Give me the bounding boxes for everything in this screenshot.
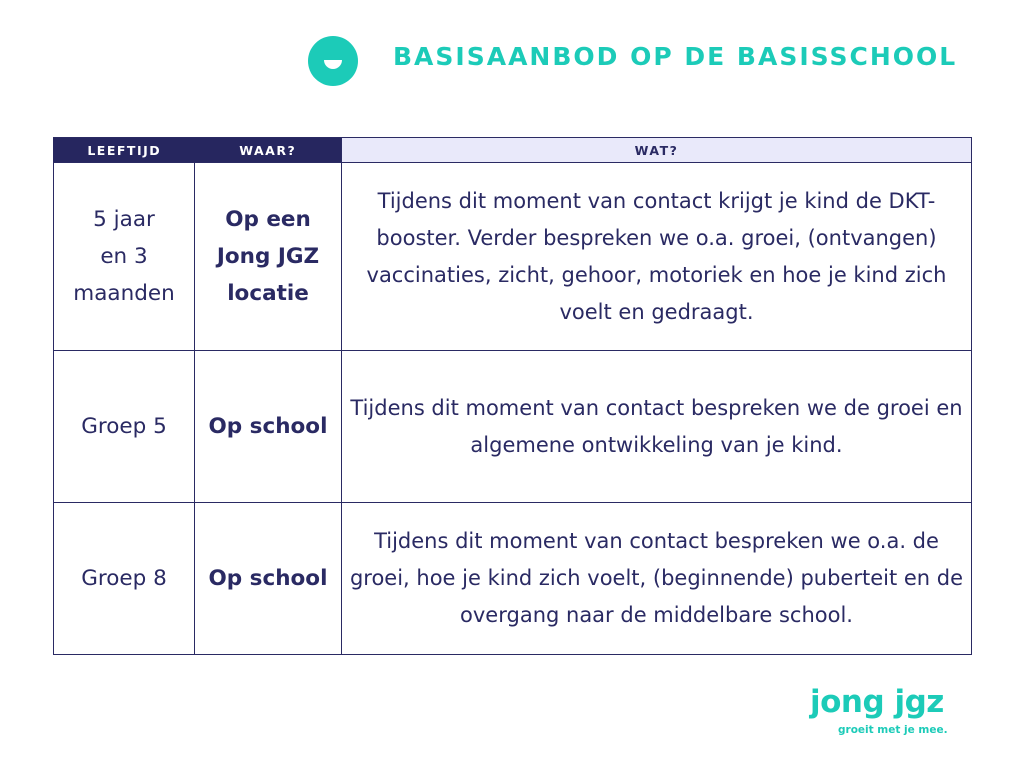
brand-tagline: groeit met je mee. <box>838 724 948 736</box>
age-cell <box>54 351 195 503</box>
age-cell <box>54 503 195 655</box>
description-cell: Tijdens dit moment van contact bespreken we de groei en algemene ontwikkeling van je kind. <box>342 351 972 503</box>
age-line: maanden <box>73 281 175 306</box>
table-row <box>54 351 972 503</box>
description-cell: Tijdens dit moment van contact krijgt je kind de DKT-booster. Verder bespreken we o.a. groei, (ontvangen) vaccinaties, zicht, gehoor, motoriek en hoe je kind zich voelt en gedraagt. <box>342 163 972 351</box>
age-line: Groep 8 <box>81 566 167 591</box>
location-cell: Op school <box>195 503 342 655</box>
page-title: BASISAANBOD OP DE BASISSCHOOL <box>393 42 958 71</box>
schedule-table <box>53 137 972 655</box>
header-wat: WAT? <box>342 138 972 163</box>
age-line: 5 jaar <box>93 207 155 232</box>
table-row <box>54 503 972 655</box>
table-row <box>54 163 972 351</box>
smile-mouth <box>324 60 342 69</box>
age-line: en 3 <box>100 244 148 269</box>
header-leeftijd: LEEFTIJD <box>54 138 195 163</box>
description-cell: Tijdens dit moment van contact bespreken we o.a. de groei, hoe je kind zich voelt, (beginnende) puberteit en de overgang naar de middelbare school. <box>342 503 972 655</box>
age-cell <box>54 163 195 351</box>
smile-logo-icon <box>308 36 358 86</box>
location-cell: Op school <box>195 351 342 503</box>
location-cell: Op een Jong JGZ locatie <box>195 163 342 351</box>
age-line: Groep 5 <box>81 414 167 439</box>
brand-name: jong jgz <box>810 684 944 720</box>
header-waar: WAAR? <box>195 138 342 163</box>
brand-logo <box>810 684 950 744</box>
table-header-row <box>54 138 972 163</box>
